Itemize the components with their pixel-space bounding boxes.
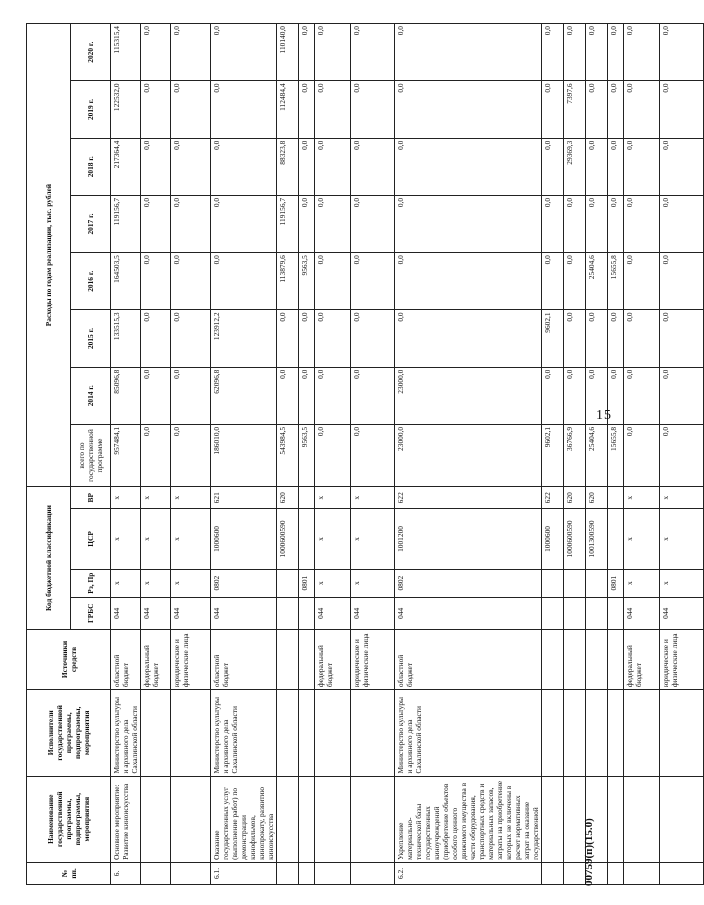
cell-2015: 0,0 (299, 310, 315, 367)
cell-2015: 0,0 (624, 310, 660, 367)
cell-2018: 0,0 (351, 138, 395, 195)
page-number: 15 (596, 408, 612, 423)
cell-2017: 119156,7 (277, 195, 299, 252)
cell-vr: х (111, 487, 141, 509)
cell-2016: 113879,6 (277, 253, 299, 310)
cell-2018: 0,0 (542, 138, 564, 195)
cell-source: областной бюджет (111, 629, 141, 689)
table-row (171, 24, 211, 885)
cell-2017: 0,0 (660, 195, 704, 252)
table-row (564, 24, 586, 885)
cell-2016: 0,0 (141, 253, 171, 310)
cell-2014: 0,0 (608, 367, 624, 424)
cell-name (315, 776, 351, 862)
cell-2017: 0,0 (564, 195, 586, 252)
cell-rz: х (111, 569, 141, 597)
cell-2014: 0,0 (299, 367, 315, 424)
cell-vr: 620 (277, 487, 299, 509)
cell-no (624, 862, 660, 884)
cell-2016: 0,0 (624, 253, 660, 310)
cell-name (542, 776, 564, 862)
program-expense-table (26, 23, 704, 885)
header-year: 2019 г. (71, 81, 111, 138)
cell-2020: 0,0 (624, 24, 660, 81)
cell-name: Укрепление материально-технической базы государственных киноучреждений (приобретение объектов особого ценного движимого имущества в части оборудования, транспортных средств и материальных запасов, затраты на приобретение которых не включены в расчет нормативных затрат на оказание государственной (395, 776, 542, 862)
table-row (542, 24, 564, 885)
table-row (277, 24, 299, 885)
cell-vr: 622 (542, 487, 564, 509)
cell-vr: 621 (211, 487, 277, 509)
cell-2016: 0,0 (395, 253, 542, 310)
cell-total: 543984,5 (277, 424, 299, 486)
cell-grbs: 044 (660, 597, 704, 629)
cell-source: федеральный бюджет (624, 629, 660, 689)
cell-grbs (608, 597, 624, 629)
cell-source (608, 629, 624, 689)
cell-2017: 0,0 (586, 195, 608, 252)
cell-total: 0,0 (315, 424, 351, 486)
cell-2016: 15655,8 (608, 253, 624, 310)
cell-2016: 0,0 (564, 253, 586, 310)
cell-2018: 0,0 (171, 138, 211, 195)
cell-csr: 1001200 (395, 509, 542, 569)
cell-no (608, 862, 624, 884)
header-grbs: ГРБС (71, 597, 111, 629)
cell-2020: 0,0 (542, 24, 564, 81)
cell-vr: х (171, 487, 211, 509)
cell-2014: 0,0 (141, 367, 171, 424)
cell-csr: х (141, 509, 171, 569)
cell-executor (660, 690, 704, 776)
cell-2019: 0,0 (351, 81, 395, 138)
cell-csr: х (171, 509, 211, 569)
cell-2020: 0,0 (171, 24, 211, 81)
header-year: 2018 г. (71, 138, 111, 195)
cell-2016: 0,0 (660, 253, 704, 310)
cell-no (542, 862, 564, 884)
cell-2017: 0,0 (315, 195, 351, 252)
program-table-container (26, 23, 704, 885)
cell-source: областной бюджет (395, 629, 542, 689)
cell-csr: 1000600590 (564, 509, 586, 569)
cell-2020: 0,0 (351, 24, 395, 81)
table-row (586, 24, 608, 885)
cell-name (608, 776, 624, 862)
cell-total: 15655,8 (608, 424, 624, 486)
header-source: Источники средств (27, 629, 111, 689)
cell-source (277, 629, 299, 689)
header-name: Наименование государственной программы, подпрограммы, мероприятия (27, 776, 111, 862)
header-no: № пп. (27, 862, 111, 884)
cell-total: 23000,0 (395, 424, 542, 486)
cell-2019: 122532,0 (111, 81, 141, 138)
cell-name: Оказание государственных услуг (выполнение работ) по демонстрации кинофильмов, кинопрокату, развитию киноискусства (211, 776, 277, 862)
cell-source (299, 629, 315, 689)
cell-2018: 0,0 (624, 138, 660, 195)
cell-2020: 0,0 (564, 24, 586, 81)
cell-2014: 0,0 (564, 367, 586, 424)
cell-2020: 0,0 (586, 24, 608, 81)
cell-csr: 1001300590 (586, 509, 608, 569)
cell-rz: 0801 (608, 569, 624, 597)
cell-2018: 88323,8 (277, 138, 299, 195)
cell-rz: 0802 (395, 569, 542, 597)
cell-2018: 0,0 (660, 138, 704, 195)
cell-no: 6.2. (395, 862, 542, 884)
cell-grbs: 044 (624, 597, 660, 629)
cell-vr (608, 487, 624, 509)
cell-executor (624, 690, 660, 776)
cell-2018: 0,0 (315, 138, 351, 195)
cell-total: 0,0 (624, 424, 660, 486)
cell-name (299, 776, 315, 862)
cell-no (299, 862, 315, 884)
cell-csr: х (660, 509, 704, 569)
cell-csr: х (111, 509, 141, 569)
cell-total: 0,0 (171, 424, 211, 486)
cell-no (141, 862, 171, 884)
cell-vr: х (351, 487, 395, 509)
cell-source (542, 629, 564, 689)
cell-rz: х (141, 569, 171, 597)
cell-grbs: 044 (141, 597, 171, 629)
cell-source: областной бюджет (211, 629, 277, 689)
cell-2017: 0,0 (299, 195, 315, 252)
cell-2017: 0,0 (608, 195, 624, 252)
cell-total: 9563,5 (299, 424, 315, 486)
footer-code-wrap (583, 786, 607, 886)
cell-2019: 112484,4 (277, 81, 299, 138)
cell-2019: 0,0 (624, 81, 660, 138)
cell-2014: 85096,8 (111, 367, 141, 424)
cell-grbs (542, 597, 564, 629)
cell-2019: 0,0 (171, 81, 211, 138)
cell-vr: х (624, 487, 660, 509)
table-row (141, 24, 171, 885)
cell-2019: 0,0 (141, 81, 171, 138)
cell-rz: х (171, 569, 211, 597)
cell-2016: 0,0 (171, 253, 211, 310)
cell-total: 0,0 (660, 424, 704, 486)
header-executor: Исполнители государственной программы, подпрограммы, мероприятия (27, 690, 111, 776)
cell-rz: х (624, 569, 660, 597)
cell-source: юридические и физические лица (660, 629, 704, 689)
header-total: всего по государственной программе (71, 424, 111, 486)
cell-2016: 0,0 (351, 253, 395, 310)
cell-2017: 0,0 (624, 195, 660, 252)
cell-2019: 0,0 (395, 81, 542, 138)
cell-executor: Министерство культуры и архивного дела Сахалинской области (211, 690, 277, 776)
header-year: 2017 г. (71, 195, 111, 252)
cell-executor: Министерство культуры и архивного дела Сахалинской области (111, 690, 141, 776)
cell-source (586, 629, 608, 689)
table-row (608, 24, 624, 885)
cell-name: Основное мероприятие: Развитие киноискусства (111, 776, 141, 862)
cell-2016: 0,0 (542, 253, 564, 310)
cell-vr: х (141, 487, 171, 509)
cell-no: 6.1. (211, 862, 277, 884)
cell-2015: 133515,3 (111, 310, 141, 367)
cell-2020: 0,0 (608, 24, 624, 81)
cell-rz (277, 569, 299, 597)
cell-total: 0,0 (141, 424, 171, 486)
cell-total: 36766,9 (564, 424, 586, 486)
cell-2017: 0,0 (542, 195, 564, 252)
cell-2015: 0,0 (395, 310, 542, 367)
cell-csr: 1000600590 (277, 509, 299, 569)
cell-csr (299, 509, 315, 569)
cell-grbs: 044 (111, 597, 141, 629)
cell-2020: 110140,0 (277, 24, 299, 81)
header-rz: Рз, Пр (71, 569, 111, 597)
table-row (395, 24, 542, 885)
cell-no (315, 862, 351, 884)
cell-grbs (299, 597, 315, 629)
cell-2014: 0,0 (277, 367, 299, 424)
cell-2018: 0,0 (141, 138, 171, 195)
cell-2019: 0,0 (299, 81, 315, 138)
cell-2018: 29369,3 (564, 138, 586, 195)
cell-csr (608, 509, 624, 569)
cell-2020: 0,0 (395, 24, 542, 81)
cell-2015: 0,0 (171, 310, 211, 367)
cell-executor (299, 690, 315, 776)
cell-rz: 0801 (299, 569, 315, 597)
cell-2018: 0,0 (299, 138, 315, 195)
cell-total: 957484,1 (111, 424, 141, 486)
cell-vr: 620 (564, 487, 586, 509)
cell-2019: 0,0 (586, 81, 608, 138)
cell-rz (564, 569, 586, 597)
cell-executor: Министерство культуры и архивного дела Сахалинской области (395, 690, 542, 776)
table-row (299, 24, 315, 885)
cell-2017: 0,0 (171, 195, 211, 252)
cell-2016: 164503,5 (111, 253, 141, 310)
cell-vr: х (315, 487, 351, 509)
cell-total: 25404,6 (586, 424, 608, 486)
cell-csr: х (315, 509, 351, 569)
cell-vr: х (660, 487, 704, 509)
cell-executor (586, 690, 608, 776)
cell-executor (315, 690, 351, 776)
cell-2020: 0,0 (141, 24, 171, 81)
cell-2015: 123912,2 (211, 310, 277, 367)
cell-no (660, 862, 704, 884)
cell-2014: 62096,8 (211, 367, 277, 424)
cell-executor (277, 690, 299, 776)
cell-no: 6. (111, 862, 141, 884)
cell-2016: 0,0 (315, 253, 351, 310)
cell-2015: 0,0 (660, 310, 704, 367)
cell-total: 0,0 (351, 424, 395, 486)
cell-2019: 0,0 (542, 81, 564, 138)
cell-2019: 0,0 (660, 81, 704, 138)
table-row (351, 24, 395, 885)
cell-no (171, 862, 211, 884)
cell-2014: 0,0 (624, 367, 660, 424)
cell-2017: 0,0 (395, 195, 542, 252)
cell-rz (542, 569, 564, 597)
cell-2014: 0,0 (315, 367, 351, 424)
cell-2015: 0,0 (277, 310, 299, 367)
cell-source (564, 629, 586, 689)
cell-name (171, 776, 211, 862)
cell-2018: 0,0 (211, 138, 277, 195)
cell-2014: 0,0 (171, 367, 211, 424)
cell-2015: 0,0 (351, 310, 395, 367)
cell-2018: 0,0 (586, 138, 608, 195)
cell-2014: 23000,0 (395, 367, 542, 424)
cell-2019: 0,0 (211, 81, 277, 138)
header-year: 2016 г. (71, 253, 111, 310)
cell-2015: 0,0 (608, 310, 624, 367)
cell-2014: 0,0 (351, 367, 395, 424)
table-row (315, 24, 351, 885)
cell-2015: 0,0 (586, 310, 608, 367)
table-row (211, 24, 277, 885)
cell-grbs: 044 (395, 597, 542, 629)
cell-2014: 0,0 (586, 367, 608, 424)
cell-2018: 0,0 (395, 138, 542, 195)
table-row (111, 24, 141, 885)
header-budget-code: Код бюджетной классификации (27, 487, 71, 630)
cell-no (277, 862, 299, 884)
cell-executor (141, 690, 171, 776)
cell-2017: 0,0 (211, 195, 277, 252)
cell-csr: 1000600 (211, 509, 277, 569)
cell-name (141, 776, 171, 862)
cell-name (351, 776, 395, 862)
cell-2014: 0,0 (542, 367, 564, 424)
cell-2019: 7397,6 (564, 81, 586, 138)
cell-grbs: 044 (171, 597, 211, 629)
cell-executor (171, 690, 211, 776)
header-expenses: Расходы по годам реализации, тыс. рублей (27, 24, 71, 487)
cell-2018: 217364,4 (111, 138, 141, 195)
cell-2017: 119156,7 (111, 195, 141, 252)
cell-2017: 0,0 (141, 195, 171, 252)
cell-total: 186010,0 (211, 424, 277, 486)
cell-2016: 0,0 (211, 253, 277, 310)
cell-grbs (277, 597, 299, 629)
cell-grbs: 044 (211, 597, 277, 629)
table-row (624, 24, 660, 885)
header-year: 2020 г. (71, 24, 111, 81)
cell-2015: 9602,1 (542, 310, 564, 367)
header-year: 2014 г. (71, 367, 111, 424)
cell-rz: 0802 (211, 569, 277, 597)
cell-2014: 0,0 (660, 367, 704, 424)
cell-executor (564, 690, 586, 776)
cell-executor (351, 690, 395, 776)
cell-2020: 115315,4 (111, 24, 141, 81)
cell-source: юридические и физические лица (171, 629, 211, 689)
header-csr: ЦСР (71, 509, 111, 569)
cell-rz (586, 569, 608, 597)
cell-grbs (564, 597, 586, 629)
cell-no (351, 862, 395, 884)
cell-2016: 9563,5 (299, 253, 315, 310)
cell-2019: 0,0 (315, 81, 351, 138)
cell-2020: 0,0 (299, 24, 315, 81)
cell-source: федеральный бюджет (141, 629, 171, 689)
header-year: 2015 г. (71, 310, 111, 367)
footer-code: 00759(п)(15.0) (583, 818, 595, 886)
cell-2020: 0,0 (315, 24, 351, 81)
cell-source: юридические и физические лица (351, 629, 395, 689)
cell-2020: 0,0 (211, 24, 277, 81)
cell-vr: 620 (586, 487, 608, 509)
cell-2017: 0,0 (351, 195, 395, 252)
cell-name (624, 776, 660, 862)
cell-rz: х (315, 569, 351, 597)
cell-grbs: 044 (351, 597, 395, 629)
table-body (111, 24, 704, 885)
cell-2019: 0,0 (608, 81, 624, 138)
cell-2016: 25404,6 (586, 253, 608, 310)
cell-grbs (586, 597, 608, 629)
cell-executor (542, 690, 564, 776)
cell-rz: х (351, 569, 395, 597)
cell-name (277, 776, 299, 862)
cell-vr (299, 487, 315, 509)
cell-csr: х (624, 509, 660, 569)
table-row (660, 24, 704, 885)
cell-vr: 622 (395, 487, 542, 509)
cell-rz: х (660, 569, 704, 597)
cell-executor (608, 690, 624, 776)
cell-2015: 0,0 (315, 310, 351, 367)
header-vr: ВР (71, 487, 111, 509)
cell-2015: 0,0 (564, 310, 586, 367)
cell-2020: 0,0 (660, 24, 704, 81)
cell-name (660, 776, 704, 862)
cell-2015: 0,0 (141, 310, 171, 367)
cell-2018: 0,0 (608, 138, 624, 195)
cell-grbs: 044 (315, 597, 351, 629)
cell-source: федеральный бюджет (315, 629, 351, 689)
cell-csr: х (351, 509, 395, 569)
cell-csr: 1000600 (542, 509, 564, 569)
cell-total: 9602,1 (542, 424, 564, 486)
